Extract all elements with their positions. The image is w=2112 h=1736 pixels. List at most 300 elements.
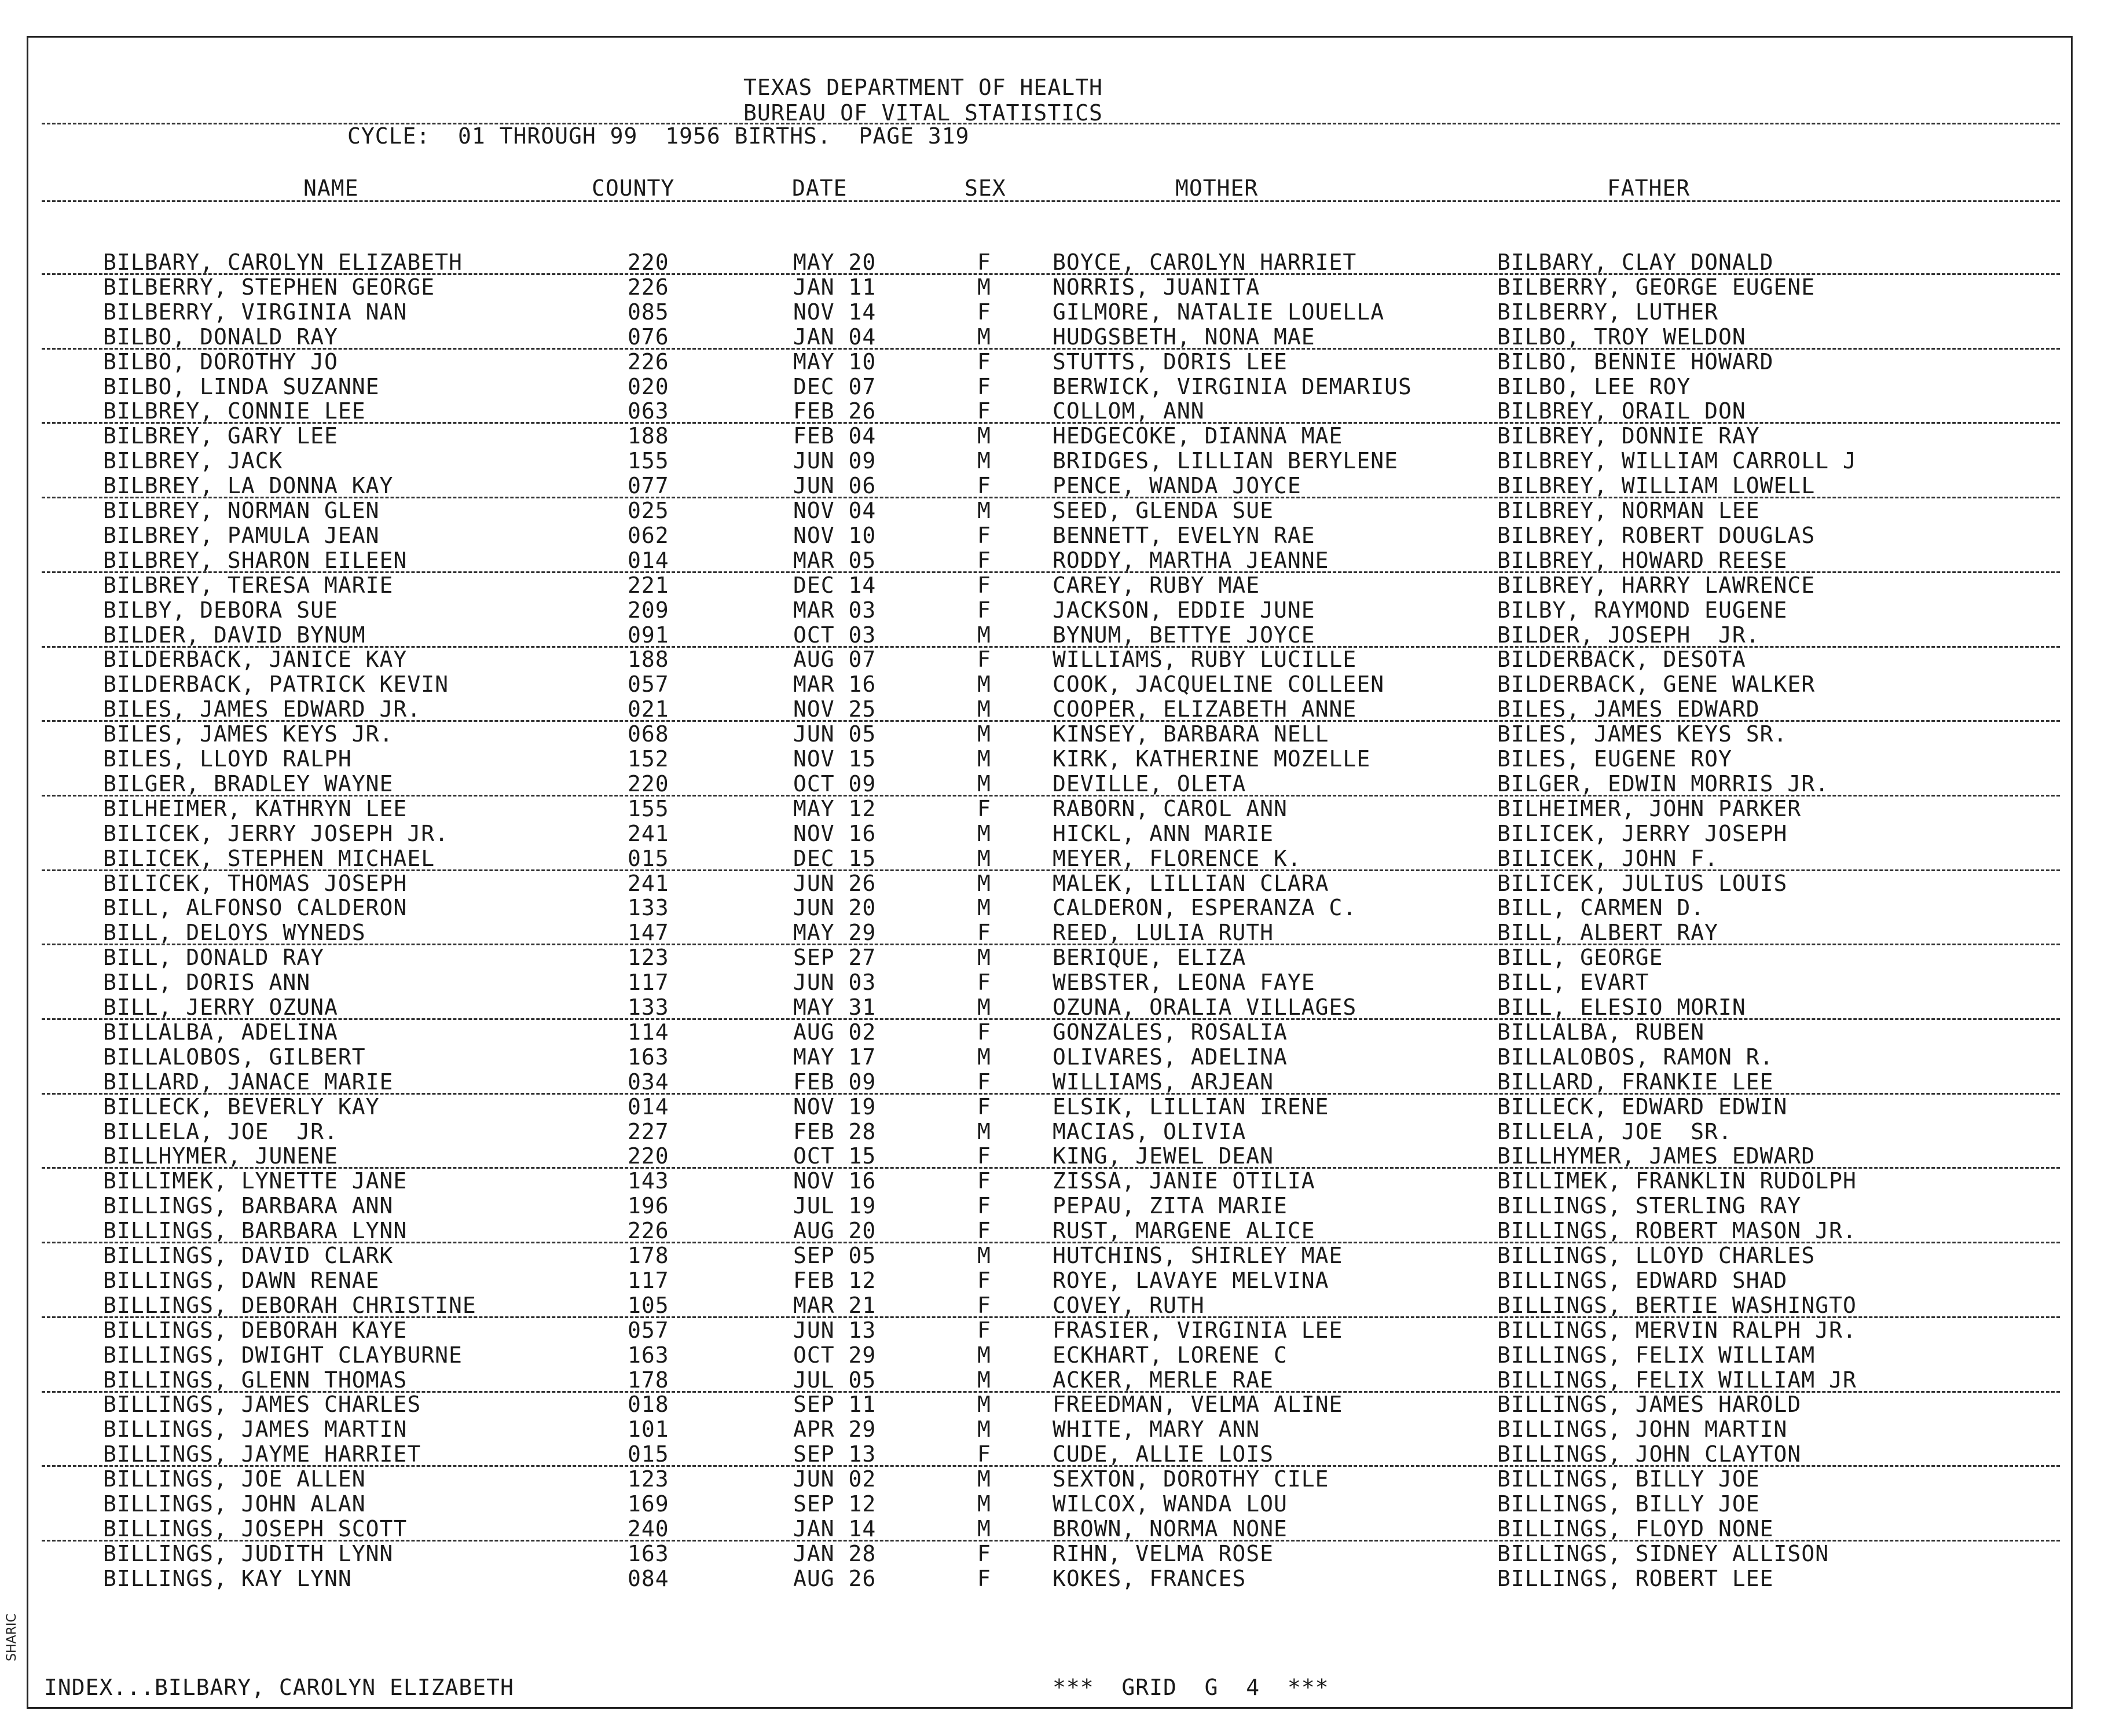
header-line-2: BUREAU OF VITAL STATISTICS <box>743 100 1103 126</box>
record-date: SEP 13 <box>793 1441 877 1467</box>
record-father: BILL, GEORGE <box>1497 945 1663 971</box>
record-date: DEC 07 <box>793 373 877 399</box>
record-county: 226 <box>628 274 669 300</box>
side-label: SHARIC <box>5 1613 19 1661</box>
table-row <box>0 275 2112 300</box>
record-mother: FREEDMAN, VELMA ALINE <box>1053 1392 1343 1418</box>
record-county: 057 <box>628 671 669 698</box>
record-mother: WILLIAMS, RUBY LUCILLE <box>1053 647 1357 673</box>
table-row <box>0 1070 2112 1095</box>
table-row <box>0 871 2112 896</box>
table-row <box>0 1467 2112 1492</box>
record-mother: CALDERON, ESPERANZA C. <box>1053 895 1357 921</box>
record-father: BILLHYMER, JAMES EDWARD <box>1497 1143 1816 1169</box>
record-name: BILLINGS, JUDITH LYNN <box>103 1540 394 1566</box>
record-sex: M <box>977 1044 991 1070</box>
record-sex: M <box>977 1392 991 1418</box>
table-row <box>0 1045 2112 1070</box>
table-row <box>0 1293 2112 1318</box>
record-date: NOV 14 <box>793 299 877 325</box>
record-father: BILLARD, FRANKIE LEE <box>1497 1069 1774 1095</box>
record-mother: WILCOX, WANDA LOU <box>1053 1491 1288 1517</box>
record-father: BILHEIMER, JOHN PARKER <box>1497 795 1802 821</box>
table-row <box>0 523 2112 548</box>
record-mother: ROYE, LAVAYE MELVINA <box>1053 1267 1329 1293</box>
record-name: BILES, JAMES EDWARD JR. <box>103 696 421 722</box>
record-date: FEB 26 <box>793 398 877 424</box>
record-father: BILBREY, WILLIAM LOWELL <box>1497 473 1816 499</box>
table-row <box>0 1566 2112 1591</box>
table-row <box>0 1517 2112 1542</box>
record-county: 227 <box>628 1118 669 1144</box>
record-sex: M <box>977 324 991 350</box>
record-mother: RODDY, MARTHA JEANNE <box>1053 547 1329 573</box>
table-row <box>0 1020 2112 1045</box>
record-name: BILBERRY, STEPHEN GEORGE <box>103 274 435 300</box>
record-date: JUN 09 <box>793 448 877 474</box>
record-date: NOV 04 <box>793 498 877 523</box>
record-mother: HUDGSBETH, NONA MAE <box>1053 324 1315 350</box>
record-name: BILBY, DEBORA SUE <box>103 597 338 623</box>
footer-grid: *** GRID G 4 *** <box>1053 1675 1329 1700</box>
record-mother: RIHN, VELMA ROSE <box>1053 1540 1274 1566</box>
record-county: 155 <box>628 448 669 474</box>
record-sex: F <box>977 1317 991 1343</box>
record-sex: F <box>977 970 991 996</box>
record-sex: F <box>977 597 991 623</box>
table-row <box>0 1144 2112 1169</box>
record-date: JUN 05 <box>793 721 877 747</box>
record-county: 220 <box>628 249 669 275</box>
record-mother: PEPAU, ZITA MARIE <box>1053 1193 1288 1219</box>
record-date: FEB 09 <box>793 1069 877 1095</box>
table-row <box>0 1268 2112 1293</box>
record-name: BILLHYMER, JUNENE <box>103 1143 338 1169</box>
record-mother: KOKES, FRANCES <box>1053 1565 1246 1591</box>
record-name: BILLINGS, JOE ALLEN <box>103 1466 366 1492</box>
record-date: SEP 05 <box>793 1243 877 1268</box>
record-father: BILBO, BENNIE HOWARD <box>1497 348 1774 375</box>
record-county: 178 <box>628 1243 669 1268</box>
record-father: BILLINGS, BERTIE WASHINGTO <box>1497 1292 1857 1318</box>
record-father: BILLINGS, EDWARD SHAD <box>1497 1267 1788 1293</box>
table-row <box>0 399 2112 424</box>
col-father: FATHER <box>1607 175 1691 201</box>
record-county: 241 <box>628 820 669 846</box>
record-county: 123 <box>628 1466 669 1492</box>
record-date: FEB 04 <box>793 423 877 449</box>
record-name: BILBARY, CAROLYN ELIZABETH <box>103 249 463 275</box>
table-row <box>0 722 2112 747</box>
record-name: BILLINGS, DWIGHT CLAYBURNE <box>103 1342 463 1368</box>
record-date: MAR 03 <box>793 597 877 623</box>
record-date: JUL 05 <box>793 1367 877 1393</box>
record-county: 220 <box>628 770 669 797</box>
table-row <box>0 747 2112 772</box>
record-father: BILLELA, JOE SR. <box>1497 1118 1732 1144</box>
record-date: JAN 14 <box>793 1515 877 1542</box>
record-mother: COLLOM, ANN <box>1053 398 1205 424</box>
record-date: JUN 02 <box>793 1466 877 1492</box>
record-sex: M <box>977 274 991 300</box>
record-name: BILDERBACK, PATRICK KEVIN <box>103 671 449 698</box>
record-date: OCT 15 <box>793 1143 877 1169</box>
record-father: BILICEK, JULIUS LOUIS <box>1497 870 1788 896</box>
record-father: BILLINGS, JAMES HAROLD <box>1497 1392 1802 1418</box>
record-mother: FRASIER, VIRGINIA LEE <box>1053 1317 1343 1343</box>
record-name: BILBREY, GARY LEE <box>103 423 338 449</box>
record-date: MAY 20 <box>793 249 877 275</box>
record-sex: M <box>977 1367 991 1393</box>
record-county: 084 <box>628 1565 669 1591</box>
record-mother: CAREY, RUBY MAE <box>1053 572 1260 598</box>
record-date: OCT 29 <box>793 1342 877 1368</box>
record-name: BILES, JAMES KEYS JR. <box>103 721 394 747</box>
record-father: BILICEK, JOHN F. <box>1497 845 1719 871</box>
record-father: BILBREY, DONNIE RAY <box>1497 423 1760 449</box>
record-county: 077 <box>628 473 669 499</box>
record-date: OCT 09 <box>793 770 877 797</box>
table-row <box>0 1392 2112 1417</box>
table-row <box>0 1095 2112 1120</box>
record-mother: BYNUM, BETTYE JOYCE <box>1053 622 1315 648</box>
record-county: 163 <box>628 1342 669 1368</box>
record-sex: F <box>977 398 991 424</box>
record-date: FEB 28 <box>793 1118 877 1144</box>
record-sex: F <box>977 1093 991 1120</box>
table-row <box>0 350 2112 375</box>
record-father: BILLINGS, STERLING RAY <box>1497 1193 1802 1219</box>
record-mother: ECKHART, LORENE C <box>1053 1342 1288 1368</box>
record-sex: M <box>977 870 991 896</box>
record-county: 188 <box>628 647 669 673</box>
record-mother: BOYCE, CAROLYN HARRIET <box>1053 249 1357 275</box>
table-row <box>0 1442 2112 1467</box>
record-county: 221 <box>628 572 669 598</box>
record-date: MAY 12 <box>793 795 877 821</box>
record-father: BILLINGS, JOHN CLAYTON <box>1497 1441 1802 1467</box>
record-father: BILLINGS, ROBERT LEE <box>1497 1565 1774 1591</box>
table-row <box>0 846 2112 871</box>
record-father: BILBO, TROY WELDON <box>1497 324 1746 350</box>
record-sex: M <box>977 820 991 846</box>
record-date: JAN 04 <box>793 324 877 350</box>
table-row <box>0 300 2112 325</box>
record-father: BILLIMEK, FRANKLIN RUDOLPH <box>1497 1168 1857 1194</box>
record-county: 188 <box>628 423 669 449</box>
record-county: 076 <box>628 324 669 350</box>
record-date: NOV 15 <box>793 746 877 772</box>
record-name: BILLELA, JOE JR. <box>103 1118 338 1144</box>
record-date: MAR 05 <box>793 547 877 573</box>
record-name: BILL, JERRY OZUNA <box>103 994 338 1020</box>
record-date: FEB 12 <box>793 1267 877 1293</box>
record-father: BILDER, JOSEPH JR. <box>1497 622 1760 648</box>
record-father: BILL, CARMEN D. <box>1497 895 1705 921</box>
record-mother: DEVILLE, OLETA <box>1053 770 1246 797</box>
record-name: BILBREY, JACK <box>103 448 283 474</box>
record-date: NOV 19 <box>793 1093 877 1120</box>
record-name: BILBO, DONALD RAY <box>103 324 338 350</box>
record-name: BILBO, LINDA SUZANNE <box>103 373 380 399</box>
record-name: BILICEK, JERRY JOSEPH JR. <box>103 820 449 846</box>
record-father: BILBREY, WILLIAM CARROLL J <box>1497 448 1857 474</box>
record-sex: F <box>977 299 991 325</box>
record-date: OCT 03 <box>793 622 877 648</box>
record-father: BILLINGS, MERVIN RALPH JR. <box>1497 1317 1857 1343</box>
record-county: 209 <box>628 597 669 623</box>
record-mother: JACKSON, EDDIE JUNE <box>1053 597 1315 623</box>
table-row <box>0 647 2112 672</box>
record-mother: MALEK, LILLIAN CLARA <box>1053 870 1329 896</box>
record-county: 021 <box>628 696 669 722</box>
record-name: BILICEK, THOMAS JOSEPH <box>103 870 408 896</box>
record-name: BILLECK, BEVERLY KAY <box>103 1093 380 1120</box>
record-county: 152 <box>628 746 669 772</box>
record-sex: F <box>977 1267 991 1293</box>
record-name: BILLALBA, ADELINA <box>103 1019 338 1045</box>
record-sex: F <box>977 920 991 946</box>
record-county: 014 <box>628 547 669 573</box>
record-county: 220 <box>628 1143 669 1169</box>
record-mother: BRIDGES, LILLIAN BERYLENE <box>1053 448 1398 474</box>
record-date: JUL 19 <box>793 1193 877 1219</box>
record-sex: F <box>977 647 991 673</box>
record-sex: M <box>977 1466 991 1492</box>
table-row <box>0 424 2112 449</box>
record-father: BILLINGS, BILLY JOE <box>1497 1491 1760 1517</box>
record-sex: F <box>977 1193 991 1219</box>
record-county: 178 <box>628 1367 669 1393</box>
table-row <box>0 821 2112 846</box>
record-county: 133 <box>628 895 669 921</box>
record-sex: F <box>977 1565 991 1591</box>
record-father: BILES, EUGENE ROY <box>1497 746 1732 772</box>
table-row <box>0 449 2112 474</box>
record-father: BILGER, EDWIN MORRIS JR. <box>1497 770 1829 797</box>
record-county: 025 <box>628 498 669 523</box>
record-county: 117 <box>628 1267 669 1293</box>
record-sex: M <box>977 1342 991 1368</box>
record-name: BILL, ALFONSO CALDERON <box>103 895 408 921</box>
record-county: 143 <box>628 1168 669 1194</box>
record-mother: KINSEY, BARBARA NELL <box>1053 721 1329 747</box>
record-father: BILLINGS, ROBERT MASON JR. <box>1497 1218 1857 1244</box>
record-mother: STUTTS, DORIS LEE <box>1053 348 1288 375</box>
record-name: BILL, DORIS ANN <box>103 970 311 996</box>
table-row <box>0 375 2112 399</box>
table-row <box>0 697 2112 722</box>
record-father: BILL, EVART <box>1497 970 1649 996</box>
table-row <box>0 1318 2112 1343</box>
record-mother: GILMORE, NATALIE LOUELLA <box>1053 299 1385 325</box>
record-sex: F <box>977 348 991 375</box>
record-date: JUN 20 <box>793 895 877 921</box>
record-date: AUG 20 <box>793 1218 877 1244</box>
table-row <box>0 1169 2112 1194</box>
record-mother: BENNETT, EVELYN RAE <box>1053 522 1315 548</box>
table-row <box>0 325 2112 350</box>
record-name: BILLIMEK, LYNETTE JANE <box>103 1168 408 1194</box>
record-sex: M <box>977 1243 991 1268</box>
header-rule <box>42 123 2060 124</box>
record-date: NOV 10 <box>793 522 877 548</box>
record-name: BILLARD, JANACE MARIE <box>103 1069 394 1095</box>
record-father: BILES, JAMES EDWARD <box>1497 696 1760 722</box>
record-father: BILLINGS, JOHN MARTIN <box>1497 1416 1788 1443</box>
record-date: AUG 26 <box>793 1565 877 1591</box>
record-county: 018 <box>628 1392 669 1418</box>
record-father: BILBY, RAYMOND EUGENE <box>1497 597 1788 623</box>
record-sex: F <box>977 373 991 399</box>
record-father: BILL, ALBERT RAY <box>1497 920 1719 946</box>
record-county: 085 <box>628 299 669 325</box>
record-county: 123 <box>628 945 669 971</box>
table-row <box>0 474 2112 498</box>
column-header-rule <box>42 200 2060 202</box>
record-mother: WEBSTER, LEONA FAYE <box>1053 970 1315 996</box>
record-father: BILBERRY, GEORGE EUGENE <box>1497 274 1816 300</box>
table-row <box>0 623 2112 648</box>
record-father: BILICEK, JERRY JOSEPH <box>1497 820 1788 846</box>
record-father: BILLINGS, BILLY JOE <box>1497 1466 1760 1492</box>
table-row <box>0 970 2112 995</box>
record-father: BILDERBACK, DESOTA <box>1497 647 1746 673</box>
record-father: BILLINGS, FELIX WILLIAM <box>1497 1342 1816 1368</box>
table-row <box>0 1243 2112 1268</box>
record-county: 163 <box>628 1540 669 1566</box>
header-line-1: TEXAS DEPARTMENT OF HEALTH <box>743 75 1103 100</box>
record-county: 020 <box>628 373 669 399</box>
record-mother: RUST, MARGENE ALICE <box>1053 1218 1315 1244</box>
record-sex: M <box>977 945 991 971</box>
record-name: BILLINGS, GLENN THOMAS <box>103 1367 408 1393</box>
record-mother: HUTCHINS, SHIRLEY MAE <box>1053 1243 1343 1268</box>
record-father: BILLINGS, SIDNEY ALLISON <box>1497 1540 1829 1566</box>
record-name: BILBO, DOROTHY JO <box>103 348 338 375</box>
record-date: DEC 15 <box>793 845 877 871</box>
record-name: BILL, DELOYS WYNEDS <box>103 920 366 946</box>
record-name: BILDERBACK, JANICE KAY <box>103 647 408 673</box>
record-mother: GONZALES, ROSALIA <box>1053 1019 1288 1045</box>
col-date: DATE <box>792 175 848 201</box>
record-sex: M <box>977 498 991 523</box>
record-county: 015 <box>628 845 669 871</box>
record-mother: NORRIS, JUANITA <box>1053 274 1260 300</box>
record-date: NOV 16 <box>793 820 877 846</box>
record-father: BILLALOBOS, RAMON R. <box>1497 1044 1774 1070</box>
record-county: 068 <box>628 721 669 747</box>
record-date: JUN 13 <box>793 1317 877 1343</box>
record-mother: KING, JEWEL DEAN <box>1053 1143 1274 1169</box>
record-name: BILBREY, CONNIE LEE <box>103 398 366 424</box>
record-mother: CUDE, ALLIE LOIS <box>1053 1441 1274 1467</box>
record-father: BILLINGS, LLOYD CHARLES <box>1497 1243 1816 1268</box>
table-row <box>0 598 2112 623</box>
record-father: BILBERRY, LUTHER <box>1497 299 1719 325</box>
record-sex: M <box>977 671 991 698</box>
record-sex: M <box>977 845 991 871</box>
record-date: MAY 10 <box>793 348 877 375</box>
record-father: BILLECK, EDWARD EDWIN <box>1497 1093 1788 1120</box>
record-mother: PENCE, WANDA JOYCE <box>1053 473 1301 499</box>
record-county: 101 <box>628 1416 669 1443</box>
record-sex: M <box>977 746 991 772</box>
record-sex: M <box>977 1118 991 1144</box>
table-row <box>0 1368 2112 1393</box>
record-name: BILHEIMER, KATHRYN LEE <box>103 795 408 821</box>
record-father: BILDERBACK, GENE WALKER <box>1497 671 1816 698</box>
table-row <box>0 498 2112 523</box>
record-father: BILLINGS, FLOYD NONE <box>1497 1515 1774 1542</box>
record-county: 105 <box>628 1292 669 1318</box>
record-father: BILLALBA, RUBEN <box>1497 1019 1705 1045</box>
record-sex: F <box>977 547 991 573</box>
record-mother: SEXTON, DOROTHY CILE <box>1053 1466 1329 1492</box>
record-name: BILLINGS, DAVID CLARK <box>103 1243 394 1268</box>
record-name: BILBREY, NORMAN GLEN <box>103 498 380 523</box>
record-sex: F <box>977 1540 991 1566</box>
record-mother: SEED, GLENDA SUE <box>1053 498 1274 523</box>
record-sex: M <box>977 1515 991 1542</box>
record-mother: RABORN, CAROL ANN <box>1053 795 1288 821</box>
record-mother: WILLIAMS, ARJEAN <box>1053 1069 1274 1095</box>
record-county: 015 <box>628 1441 669 1467</box>
record-county: 147 <box>628 920 669 946</box>
record-father: BILBO, LEE ROY <box>1497 373 1691 399</box>
table-row <box>0 1218 2112 1243</box>
record-date: MAR 16 <box>793 671 877 698</box>
record-name: BILLINGS, JOSEPH SCOTT <box>103 1515 408 1542</box>
record-name: BILGER, BRADLEY WAYNE <box>103 770 394 797</box>
record-county: 091 <box>628 622 669 648</box>
record-father: BILBREY, HARRY LAWRENCE <box>1497 572 1816 598</box>
record-date: APR 29 <box>793 1416 877 1443</box>
record-name: BILDER, DAVID BYNUM <box>103 622 366 648</box>
record-sex: F <box>977 1168 991 1194</box>
record-date: AUG 02 <box>793 1019 877 1045</box>
record-father: BILL, ELESIO MORIN <box>1497 994 1746 1020</box>
record-sex: M <box>977 770 991 797</box>
table-row <box>0 945 2112 970</box>
record-mother: MEYER, FLORENCE K. <box>1053 845 1301 871</box>
record-name: BILL, DONALD RAY <box>103 945 325 971</box>
record-mother: BERIQUE, ELIZA <box>1053 945 1246 971</box>
record-date: JAN 28 <box>793 1540 877 1566</box>
record-mother: COOK, JACQUELINE COLLEEN <box>1053 671 1385 698</box>
record-name: BILLINGS, JAYME HARRIET <box>103 1441 421 1467</box>
record-name: BILLINGS, DEBORAH CHRISTINE <box>103 1292 476 1318</box>
record-sex: M <box>977 1416 991 1443</box>
record-name: BILICEK, STEPHEN MICHAEL <box>103 845 435 871</box>
record-date: NOV 16 <box>793 1168 877 1194</box>
record-sex: M <box>977 622 991 648</box>
record-date: SEP 11 <box>793 1392 877 1418</box>
table-row <box>0 573 2112 598</box>
record-sex: F <box>977 522 991 548</box>
record-sex: M <box>977 423 991 449</box>
record-name: BILLINGS, BARBARA ANN <box>103 1193 394 1219</box>
record-county: 226 <box>628 348 669 375</box>
record-date: MAY 31 <box>793 994 877 1020</box>
table-row <box>0 1120 2112 1144</box>
record-sex: M <box>977 1491 991 1517</box>
record-father: BILLINGS, FELIX WILLIAM JR <box>1497 1367 1857 1393</box>
record-name: BILLINGS, BARBARA LYNN <box>103 1218 408 1244</box>
table-row <box>0 1542 2112 1566</box>
table-row <box>0 797 2112 821</box>
record-sex: F <box>977 473 991 499</box>
